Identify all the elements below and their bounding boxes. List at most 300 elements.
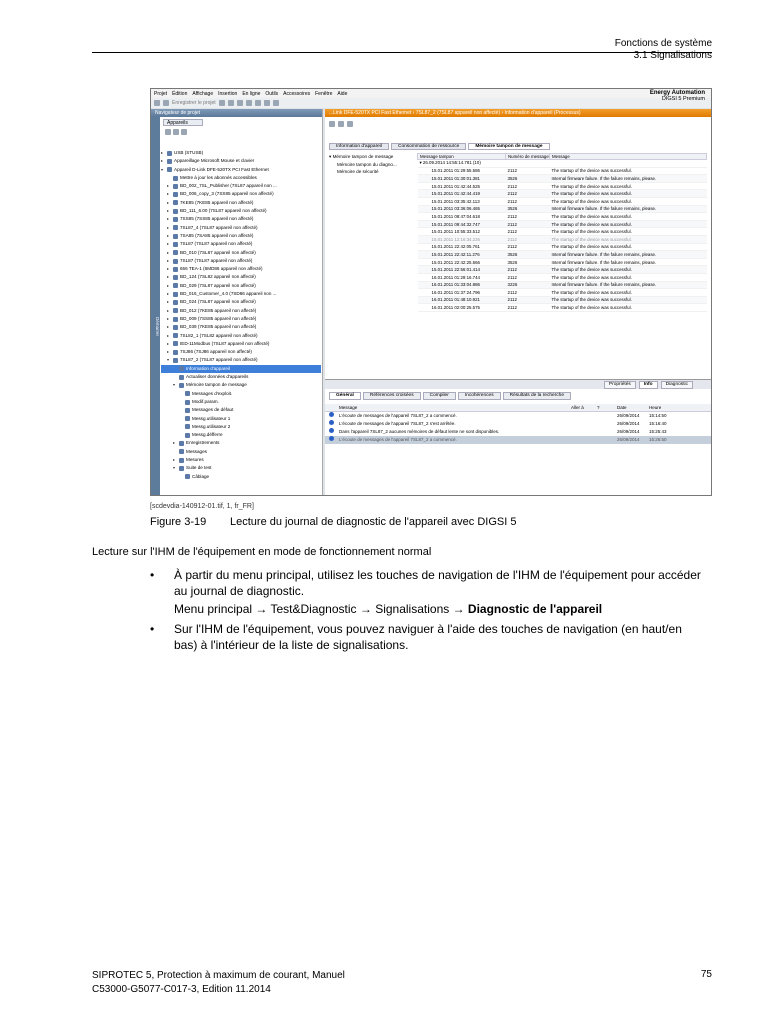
tree-item[interactable] xyxy=(161,423,321,431)
cell-number: 2112 xyxy=(506,167,550,175)
cell-number: 2112 xyxy=(506,197,550,205)
brand xyxy=(650,90,705,102)
table-row[interactable] xyxy=(418,220,707,228)
menu-bar xyxy=(151,89,711,98)
table-row[interactable] xyxy=(418,251,707,259)
expand-arrow-icon[interactable]: ▸ xyxy=(167,340,170,346)
row-message: L'écoute de messages de l'appareil 7SL87_2 s'est arrêtée. xyxy=(339,421,456,426)
tree-item-label: Messg.utilisateur 1 xyxy=(192,415,231,421)
row-help xyxy=(597,428,617,436)
cell-number: 2112 xyxy=(506,182,550,190)
expand-arrow-icon[interactable]: ▸ xyxy=(167,191,170,197)
status-dot-icon xyxy=(329,436,334,441)
device-icon xyxy=(173,300,178,305)
info-icon xyxy=(329,412,339,420)
table-row[interactable] xyxy=(418,266,707,274)
image-source: [scdevdia-140912-01.tif, 1, fr_FR] xyxy=(150,503,254,510)
tree-item-label: 656 TEA-1 (6MD86 appareil non affecté) xyxy=(180,266,263,272)
expand-arrow-icon[interactable]: ▾ xyxy=(167,357,170,363)
menu-item[interactable]: Insertion xyxy=(218,90,238,97)
buffer-tree-item[interactable]: Mémoire de sécurité xyxy=(337,169,379,174)
tree-item[interactable] xyxy=(161,398,321,406)
tree-item-label: 7KE85 (7KE85 appareil non affecté) xyxy=(180,199,254,205)
group-label: ▾ 26.09.2014 14:55:14.781 (10) xyxy=(418,160,707,168)
inspector-rows xyxy=(325,412,712,444)
tree-item[interactable] xyxy=(161,348,321,356)
tree-item[interactable] xyxy=(161,307,321,315)
expand-arrow-icon[interactable]: ▸ xyxy=(167,241,170,247)
footer xyxy=(92,969,345,997)
header-rule xyxy=(92,52,712,53)
row-goto xyxy=(571,428,597,436)
col-help[interactable]: ? xyxy=(597,405,600,410)
device-icon xyxy=(173,333,178,338)
tree-item[interactable] xyxy=(161,315,321,323)
menu-item[interactable]: Édition xyxy=(172,90,188,97)
cell-time: 16.01.2011 01:33:04.886 xyxy=(418,281,506,289)
tree-item[interactable] xyxy=(161,323,321,331)
tree-item-label: Messg.utilisateur 2 xyxy=(192,423,231,429)
cell-time: 15.01.2011 22:42:25.566 xyxy=(418,258,506,266)
cell-message: The startup of the device was successful. xyxy=(550,304,707,312)
row-message: L'écoute de messages de l'appareil 7SL87_2 a commencé. xyxy=(339,437,457,442)
tree-item-label: BD_016_Customer_4.0 (7SD86 appareil non ... xyxy=(180,291,277,297)
figure-caption xyxy=(150,516,516,528)
tree-item-label: BD_006_copy_3 (7SS85 appareil non affecté) xyxy=(180,191,274,197)
inspector-tab[interactable]: Général xyxy=(329,392,361,400)
cell-time: 15.01.2011 22:42:11.276 xyxy=(418,251,506,259)
inspector-row[interactable] xyxy=(325,420,712,428)
cell-time: 16.01.2011 01:29:16.744 xyxy=(418,273,506,281)
tree-item[interactable] xyxy=(161,199,321,207)
cell-message: Internal firmware failure. If the failure remains, please. xyxy=(550,281,707,289)
status-dot-icon xyxy=(329,420,334,425)
expand-arrow-icon[interactable]: ▸ xyxy=(161,150,164,155)
menu-item[interactable]: Aide xyxy=(337,90,348,97)
tree-item[interactable] xyxy=(161,166,321,174)
tree-item-label: Mémoire tampon de message xyxy=(186,382,247,388)
row-time: 15:25:43 xyxy=(649,429,667,434)
tree-item-label: Enregistrements xyxy=(186,440,220,446)
cell-number: 3226 xyxy=(506,281,550,289)
bullet-text: À partir du menu principal, utilisez les touches de navigation de l'IHM de l'équipement pour accéder au journal de diagnostic. xyxy=(174,568,701,598)
expand-arrow-icon[interactable]: ▸ xyxy=(167,282,170,288)
inspector-tab[interactable]: Compiler xyxy=(423,392,456,400)
col-buffer[interactable]: Message tampon xyxy=(418,154,506,160)
tree-item[interactable] xyxy=(161,356,321,364)
buffer-tree-item[interactable]: ▾ Mémoire tampon de message xyxy=(329,154,394,159)
inspector-tab[interactable]: Résultats de la recherche xyxy=(503,392,571,400)
tree-item-label: Suite de test xyxy=(186,465,212,471)
tree-item-label: Appareillage Microsoft Mouse et clavier xyxy=(174,158,255,164)
tree-item-label: BD_039 (7KE85 appareil non affecté) xyxy=(180,324,257,330)
tree-item[interactable] xyxy=(161,456,321,464)
table-row[interactable] xyxy=(418,258,707,266)
device-icon xyxy=(185,424,190,429)
tab-devices[interactable]: Appareils xyxy=(163,119,203,126)
tree-item[interactable] xyxy=(161,182,321,190)
open-project-icon[interactable] xyxy=(163,100,169,106)
cell-message: The startup of the device was successful. xyxy=(550,289,707,297)
delete-icon[interactable] xyxy=(246,100,252,106)
row-date: 26/09/2014 xyxy=(617,413,640,418)
inspector-row[interactable] xyxy=(325,428,712,436)
inspector-tabs xyxy=(325,392,712,400)
table-row[interactable] xyxy=(418,273,707,281)
table-row[interactable] xyxy=(418,205,707,213)
device-icon xyxy=(173,234,178,239)
row-goto xyxy=(571,420,597,428)
expand-arrow-icon[interactable]: ▸ xyxy=(167,208,170,214)
row-date: 26/09/2014 xyxy=(617,421,640,426)
menu-path xyxy=(174,601,704,617)
new-project-icon[interactable] xyxy=(154,100,160,106)
tree-item[interactable] xyxy=(161,249,321,257)
device-icon xyxy=(179,449,184,454)
tree-item-label: Actualiser données d'appareils xyxy=(186,374,249,380)
collapse-icon[interactable] xyxy=(173,129,179,135)
expand-arrow-icon[interactable]: ▸ xyxy=(167,224,170,230)
device-icon xyxy=(185,474,190,479)
tree-item[interactable] xyxy=(161,257,321,265)
tree-item[interactable] xyxy=(161,174,321,182)
device-icon xyxy=(167,159,172,164)
device-icon xyxy=(167,151,172,156)
cell-number: 2112 xyxy=(506,304,550,312)
device-icon xyxy=(173,242,178,247)
row-goto xyxy=(571,412,597,420)
row-help xyxy=(597,412,617,420)
buffer-tree-item[interactable]: Mémoire tampon du diagno... xyxy=(337,161,397,167)
tree-item[interactable] xyxy=(161,190,321,198)
cell-number: 3526 xyxy=(506,205,550,213)
cell-time: 15.01.2011 22:42:05.761 xyxy=(418,243,506,251)
navigator-title: Navigateur de projet xyxy=(151,109,322,117)
table-row[interactable] xyxy=(418,289,707,297)
tree-item[interactable] xyxy=(161,340,321,348)
device-icon xyxy=(173,283,178,288)
row-time: 15:14:50 xyxy=(649,413,667,418)
table-row[interactable] xyxy=(418,228,707,236)
cell-time: 15.01.2011 09:44:32.747 xyxy=(418,220,506,228)
menu-item[interactable]: Projet xyxy=(154,90,168,97)
tree-item[interactable] xyxy=(161,273,321,281)
bullet-text: Sur l'IHM de l'équipement, vous pouvez naviguer à l'aide des touches de navigation (en haut/en bas) à l'intérieur de la liste de signalisations. xyxy=(174,622,682,652)
device-icon xyxy=(173,200,178,205)
tree-item[interactable] xyxy=(161,439,321,447)
cell-time: 16.01.2011 01:37:24.796 xyxy=(418,289,506,297)
info-icon xyxy=(329,436,339,444)
tree-item[interactable] xyxy=(161,381,321,389)
navigator-side-bar[interactable]: Démarrer xyxy=(151,117,160,496)
tree-item-label: 7SA85 (7SA85 appareil non affecté) xyxy=(180,232,254,238)
tree-item-label: 7SL87_2 (7SL87 appareil non affecté) xyxy=(180,357,258,363)
cell-time: 15.01.2011 01:42:44.419 xyxy=(418,190,506,198)
cell-message: The startup of the device was successful. xyxy=(550,296,707,304)
expand-arrow-icon[interactable]: ▸ xyxy=(167,315,170,321)
table-row[interactable] xyxy=(418,281,707,289)
row-time: 15:26:50 xyxy=(649,437,667,442)
col-message[interactable]: Message xyxy=(550,154,707,160)
expand-arrow-icon[interactable]: ▸ xyxy=(167,249,170,255)
tree-item[interactable] xyxy=(161,282,321,290)
tree-item-label: BD_010 (7SL87 appareil non affecté) xyxy=(180,249,256,255)
footer-title: SIPROTEC 5, Protection à maximum de courant, Manuel xyxy=(92,970,345,981)
device-icon xyxy=(173,267,178,272)
inspector-top-tab[interactable]: Propriétés xyxy=(604,381,636,389)
expand-arrow-icon[interactable]: ▸ xyxy=(167,216,170,222)
device-icon xyxy=(173,176,178,181)
tree-item-label: Messg.défferre xyxy=(192,432,223,438)
tree-item-label: Messages xyxy=(186,448,207,454)
tree-item[interactable] xyxy=(161,149,321,157)
expand-arrow-icon[interactable]: ▸ xyxy=(167,291,170,297)
row-date: 26/09/2014 xyxy=(617,437,640,442)
cell-number: 2112 xyxy=(506,213,550,221)
tree-item[interactable] xyxy=(161,207,321,215)
table-row[interactable] xyxy=(418,190,707,198)
tree-item[interactable] xyxy=(161,157,321,165)
tree-item-label: Messages d'exploit. xyxy=(192,390,233,396)
table-row[interactable] xyxy=(418,243,707,251)
tree-item-label: Information d'appareil xyxy=(186,365,231,371)
cell-message: The startup of the device was successful. xyxy=(550,167,707,175)
brand-line1: Energy Automation xyxy=(649,90,705,96)
expand-icon[interactable] xyxy=(165,129,171,135)
device-icon xyxy=(173,209,178,214)
device-icon xyxy=(179,383,184,388)
bullet-2 xyxy=(150,621,710,655)
table-row[interactable] xyxy=(418,197,707,205)
table-row[interactable] xyxy=(418,235,707,243)
undo-icon[interactable] xyxy=(255,100,261,106)
device-icon xyxy=(173,184,178,189)
expand-arrow-icon[interactable]: ▸ xyxy=(167,257,170,263)
table-row[interactable] xyxy=(418,304,707,312)
menu-item[interactable]: Affichage xyxy=(192,90,214,97)
cell-time: 15.01.2011 10:55:33.512 xyxy=(418,228,506,236)
menu-item[interactable]: Accessoires xyxy=(283,90,311,97)
device-icon xyxy=(173,317,178,322)
expand-arrow-icon[interactable]: ▸ xyxy=(167,183,170,189)
col-date[interactable]: Date xyxy=(617,405,627,410)
cell-message: Internal firmware failure. If the failure remains, please. xyxy=(550,258,707,266)
device-icon xyxy=(173,275,178,280)
menu-item[interactable]: Outils xyxy=(265,90,279,97)
inspector-header xyxy=(325,404,712,412)
tree-item[interactable] xyxy=(161,473,321,481)
figure-number: Figure 3-19 xyxy=(150,516,207,528)
cell-number: 2112 xyxy=(506,266,550,274)
info-icon xyxy=(329,428,339,436)
cell-message: The startup of the device was successful. xyxy=(550,182,707,190)
device-icon xyxy=(173,292,178,297)
tree-item-label: 7SJ86 (7SJ86 appareil non affecté) xyxy=(180,349,252,355)
row-message: Dans l'appareil 7SL87_2 aucunes mémoires de défaut lente ne sont disponibles. xyxy=(339,429,500,434)
cell-message: The startup of the device was successful. xyxy=(550,235,707,243)
tree-item[interactable] xyxy=(161,415,321,423)
load-icon[interactable] xyxy=(329,121,335,127)
inspector-top-tab[interactable]: Info xyxy=(639,381,658,389)
tree-item[interactable] xyxy=(161,298,321,306)
info-icon xyxy=(329,420,339,428)
table-row[interactable] xyxy=(418,182,707,190)
save-project-button[interactable]: Enregistrer le projet xyxy=(172,100,216,106)
tree-item-label: 7SL87 (7SL87 appareil non affecté) xyxy=(180,257,253,263)
tree-item-label: USB (STUSB) xyxy=(174,150,204,155)
tree-item[interactable] xyxy=(161,406,321,414)
expand-arrow-icon[interactable]: ▸ xyxy=(167,332,170,338)
tree-item[interactable] xyxy=(161,365,321,373)
device-icon xyxy=(185,408,190,413)
bullet-marker: • xyxy=(150,622,155,636)
tree-item[interactable] xyxy=(161,464,321,472)
toolbar xyxy=(151,98,711,108)
cell-message: The startup of the device was successful. xyxy=(550,273,707,281)
tree-item-label: Messages de défaut xyxy=(192,407,234,413)
tree-item-label: BD_002_7SL_Publisher (7SL87 appareil non ... xyxy=(180,183,277,189)
message-table xyxy=(417,153,707,312)
expand-arrow-icon[interactable]: ▸ xyxy=(167,324,170,330)
cell-message: The startup of the device was successful. xyxy=(550,197,707,205)
device-icon xyxy=(185,416,190,421)
cell-number: 2112 xyxy=(506,190,550,198)
expand-arrow-icon[interactable]: ▾ xyxy=(173,465,176,471)
device-icon xyxy=(185,400,190,405)
tree-item[interactable] xyxy=(161,332,321,340)
header-section: 3.1 Signalisations xyxy=(633,50,712,61)
expand-arrow-icon[interactable]: ▸ xyxy=(167,307,170,313)
save-icon[interactable] xyxy=(338,121,344,127)
col-message[interactable]: Message xyxy=(339,405,358,410)
device-icon xyxy=(173,308,178,313)
col-goto[interactable]: Aller à xyxy=(571,405,584,410)
inspector-tab[interactable]: Références croisées xyxy=(363,392,421,400)
device-icon xyxy=(179,466,184,471)
row-help xyxy=(597,420,617,428)
header-chapter: Fonctions de système xyxy=(614,38,712,49)
table-group-row[interactable] xyxy=(418,160,707,168)
tree-item[interactable] xyxy=(161,373,321,381)
figure-title: Lecture du journal de diagnostic de l'appareil avec DIGSI 5 xyxy=(230,516,517,528)
expand-arrow-icon[interactable]: ▾ xyxy=(161,166,164,172)
menu-path-prefix: Menu principal → Test&Diagnostic → Signalisations → xyxy=(174,602,468,616)
expand-arrow-icon[interactable]: ▸ xyxy=(173,440,176,446)
export-icon[interactable] xyxy=(347,121,353,127)
menu-path-target: Diagnostic de l'appareil xyxy=(467,602,603,616)
tree-item-label: 7SL87 (7SL87 appareil non affecté) xyxy=(180,241,253,247)
cell-number: 2112 xyxy=(506,296,550,304)
device-icon xyxy=(179,366,184,371)
col-number[interactable]: Numéro de message xyxy=(506,154,550,160)
inspector-row[interactable] xyxy=(325,436,712,444)
menu-item[interactable]: Fenêtre xyxy=(315,90,333,97)
section-title: Lecture sur l'IHM de l'équipement en mode de fonctionnement normal xyxy=(92,546,432,558)
cut-icon[interactable] xyxy=(228,100,234,106)
device-icon xyxy=(173,225,178,230)
expand-arrow-icon[interactable]: ▸ xyxy=(167,274,170,280)
tree-item-label: BD_124 (7SL82 appareil non affecté) xyxy=(180,274,256,280)
device-icon xyxy=(173,192,178,197)
menu-item[interactable]: En ligne xyxy=(242,90,261,97)
table-row[interactable] xyxy=(418,175,707,183)
table-row[interactable] xyxy=(418,296,707,304)
expand-arrow-icon[interactable]: ▸ xyxy=(167,349,170,355)
inspector-top-tab[interactable]: Diagnostic xyxy=(661,381,693,389)
print-icon[interactable] xyxy=(219,100,225,106)
row-date: 26/09/2014 xyxy=(617,429,640,434)
inspector-tab[interactable]: Incohérences xyxy=(458,392,501,400)
tree-item[interactable] xyxy=(161,240,321,248)
col-time[interactable]: Heure xyxy=(649,405,662,410)
editor-tab[interactable]: Consommation de ressource xyxy=(391,143,466,150)
cell-number: 2112 xyxy=(506,220,550,228)
table-row[interactable] xyxy=(418,213,707,221)
expand-arrow-icon[interactable]: ▸ xyxy=(167,266,170,272)
device-icon xyxy=(173,350,178,355)
cell-message: The startup of the device was successful. xyxy=(550,266,707,274)
tree-item[interactable] xyxy=(161,265,321,273)
tree-item[interactable] xyxy=(161,215,321,223)
expand-arrow-icon[interactable]: ▸ xyxy=(161,158,164,164)
tree-item[interactable] xyxy=(161,232,321,240)
copy-icon[interactable] xyxy=(237,100,243,106)
cell-time: 15.01.2011 22:56:01.414 xyxy=(418,266,506,274)
editor-area xyxy=(325,109,712,379)
device-icon xyxy=(173,250,178,255)
tree-item[interactable] xyxy=(161,431,321,439)
expand-arrow-icon[interactable]: ▸ xyxy=(167,199,170,205)
tree-item[interactable] xyxy=(161,290,321,298)
cell-number: 2112 xyxy=(506,228,550,236)
device-icon xyxy=(179,441,184,446)
row-time: 15:16:40 xyxy=(649,421,667,426)
tree-item[interactable] xyxy=(161,448,321,456)
editor-tab[interactable]: Information d'appareil xyxy=(329,143,389,150)
cell-number: 2112 xyxy=(506,289,550,297)
cell-number: 3526 xyxy=(506,175,550,183)
row-goto xyxy=(571,436,597,444)
go-offline-icon[interactable] xyxy=(273,100,279,106)
tree-item[interactable] xyxy=(161,224,321,232)
cell-number: 2112 xyxy=(506,273,550,281)
refresh-icon[interactable] xyxy=(181,129,187,135)
project-navigator xyxy=(151,109,323,496)
device-icon xyxy=(173,341,178,346)
inspector-row[interactable] xyxy=(325,412,712,420)
row-help xyxy=(597,436,617,444)
expand-arrow-icon[interactable]: ▸ xyxy=(167,232,170,238)
tree-item-label: 7SL82_1 (7SL82 appareil non affecté) xyxy=(180,332,258,338)
cell-number: 3526 xyxy=(506,258,550,266)
go-online-icon[interactable] xyxy=(264,100,270,106)
tree-item-label: Mettre à jour les abonnés accessibles xyxy=(180,174,257,180)
tree-item-label: BD_111_6.00 (7SL87 appareil non affecté) xyxy=(180,208,267,214)
expand-arrow-icon[interactable]: ▸ xyxy=(173,456,176,462)
device-icon xyxy=(185,433,190,438)
cell-time: 15.01.2011 03:35:42.113 xyxy=(418,197,506,205)
device-icon xyxy=(173,217,178,222)
tree-item-label: BD_009 (7SS85 appareil non affecté) xyxy=(180,315,257,321)
cell-message: Internal firmware failure. If the failure remains, please. xyxy=(550,251,707,259)
expand-arrow-icon[interactable]: ▸ xyxy=(167,299,170,305)
tree-item[interactable] xyxy=(161,390,321,398)
expand-arrow-icon[interactable]: ▾ xyxy=(173,382,176,388)
table-row[interactable] xyxy=(418,167,707,175)
cell-message: The startup of the device was successful. xyxy=(550,220,707,228)
editor-tab[interactable]: Mémoire tampon de message xyxy=(468,143,549,150)
editor-title: ...Link DFE-520TX PCI Fast Ethernet › 7SL87_2 (7SL87 appareil non affecté) › Information d'appareil (Processus) xyxy=(325,109,712,117)
